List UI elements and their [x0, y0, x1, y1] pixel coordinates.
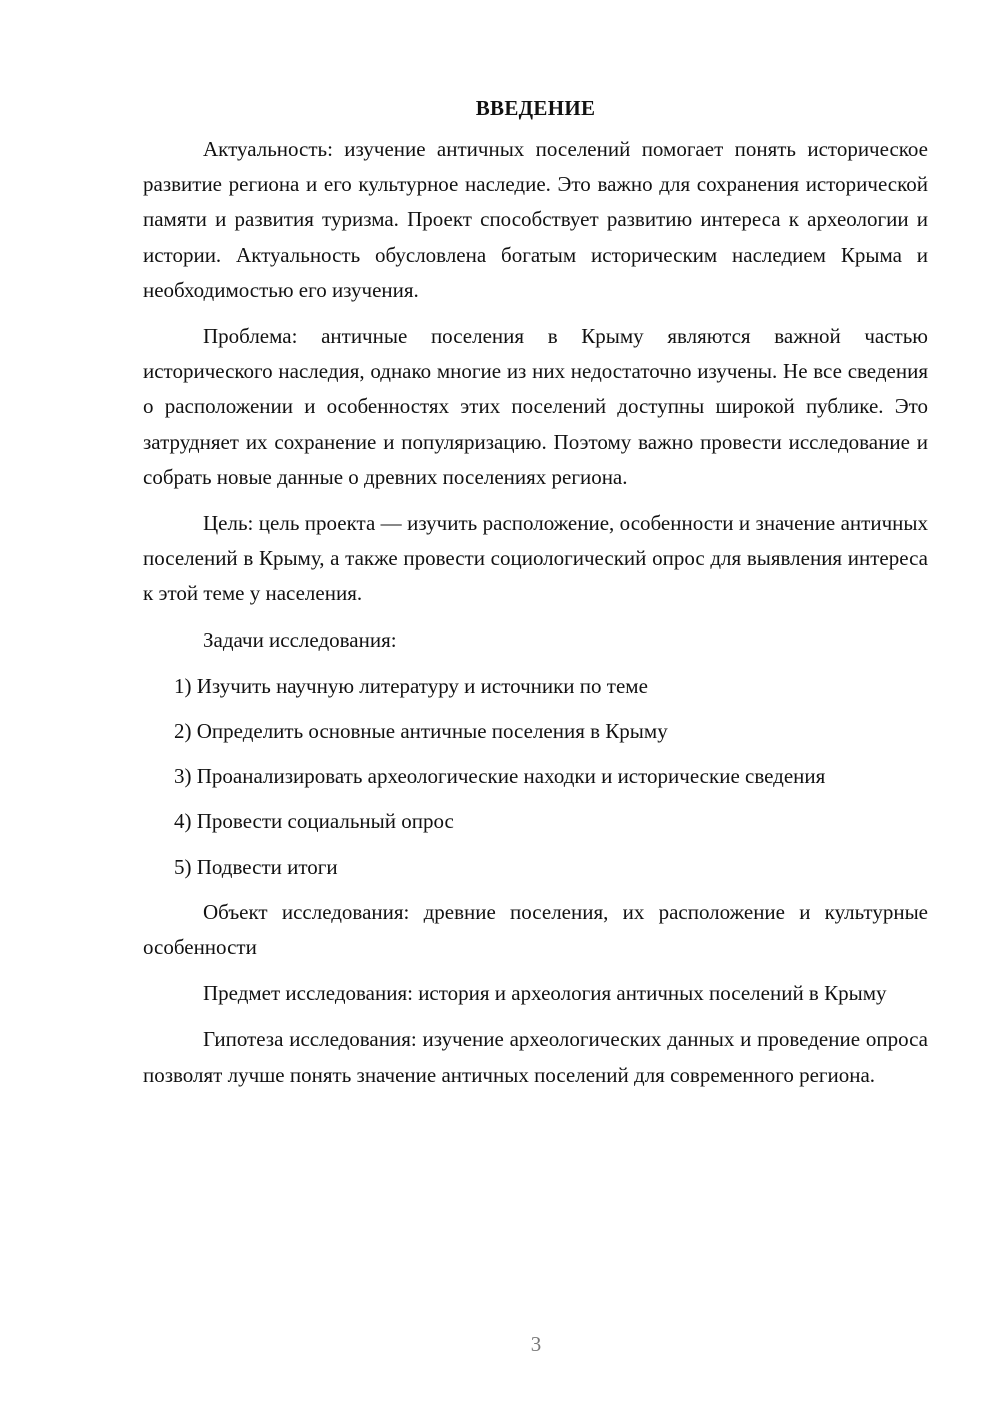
task-item-1: 1) Изучить научную литературу и источники по теме [174, 673, 648, 698]
relevance-paragraph: Актуальность: изучение античных поселений помогает понять историческое развитие региона и его культурное наследие. Это важно для сохранения исторической памяти и развития туризма. Проект способствует развитию интереса к археологии и истории. Актуальность обусловлена богатым историческим наследием Крыма и необходимостью его изучения. [143, 137, 928, 302]
document-page [143, 90, 928, 1104]
subject-paragraph: Предмет исследования: история и археология античных поселений в Крыму [203, 981, 887, 1006]
task-item-2: 2) Определить основные античные поселения в Крыму [174, 719, 668, 744]
goal-paragraph: Цель: цель проекта — изучить расположение, особенности и значение античных поселений в Крыму, а также провести социологический опрос для выявления интереса к этой теме у населения. [143, 511, 928, 606]
page-number: 3 [530, 1332, 542, 1356]
tasks-heading: Задачи исследования: [203, 627, 397, 652]
tasks-list [143, 669, 928, 885]
hypothesis-paragraph: Гипотеза исследования: изучение археологических данных и проведение опроса позволят лучше понять значение античных поселений для современного региона. [143, 1027, 928, 1087]
object-paragraph: Объект исследования: древние поселения, их расположение и культурные особенности [143, 899, 928, 960]
task-item-5: 5) Подвести итоги [174, 854, 338, 879]
section-title: ВВЕДЕНИЕ [475, 96, 596, 120]
problem-paragraph: Проблема: античные поселения в Крыму являются важной частью исторического наследия, однако многие из них недостаточно изучены. Не все сведения о расположении и особенностях этих поселений доступны широкой публике. Это затрудняет их сохранение и популяризацию. Поэтому важно провести исследование и собрать новые данные о древних поселениях региона. [143, 324, 928, 489]
task-item-3: 3) Проанализировать археологические находки и исторические сведения [174, 764, 826, 789]
task-item-4: 4) Провести социальный опрос [174, 809, 454, 834]
